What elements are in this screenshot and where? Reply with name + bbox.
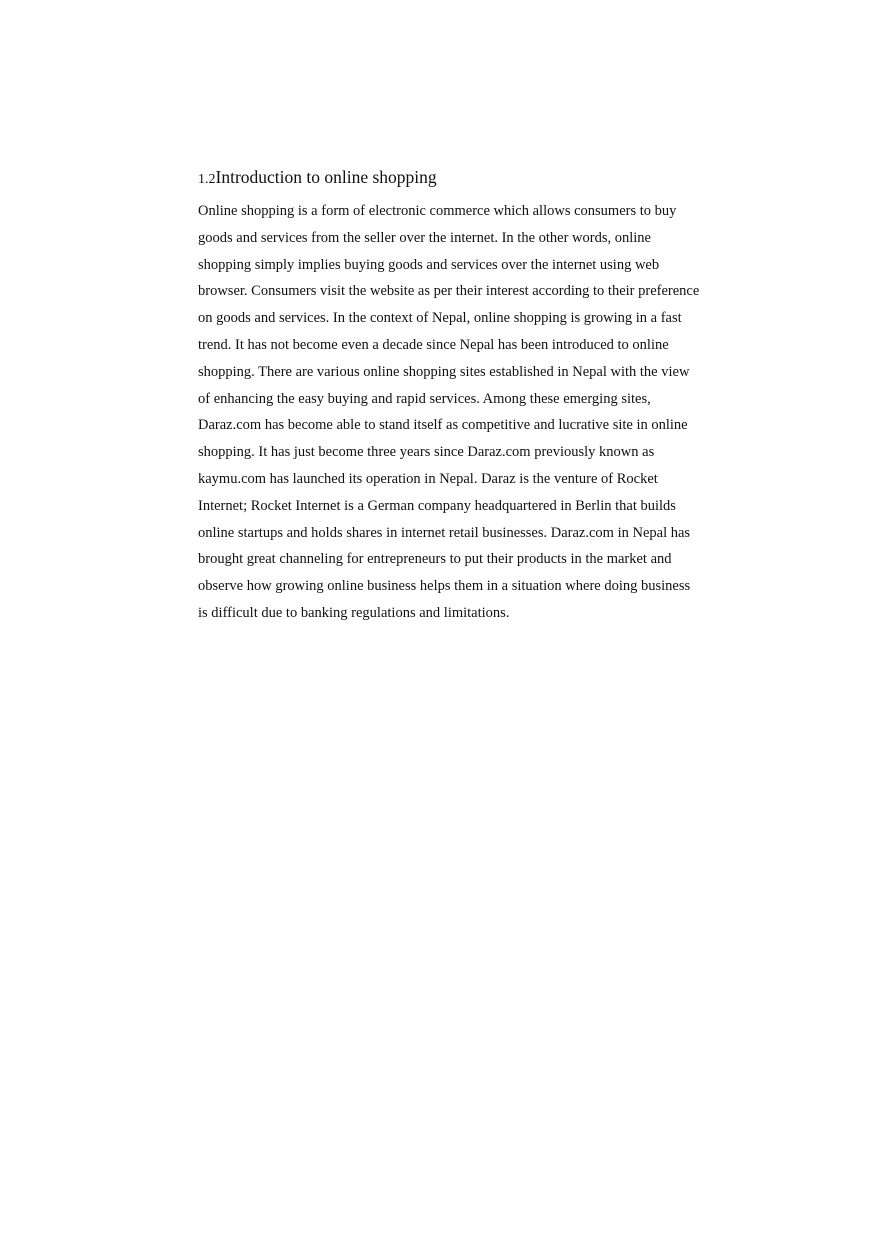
paragraph-line: browser. Consumers visit the website as per their interest according to their preference (198, 283, 700, 300)
section-introduction-to-online-shopping (198, 165, 743, 627)
paragraph-line: is difficult due to banking regulations and limitations. (198, 604, 510, 621)
paragraph-line: of enhancing the easy buying and rapid services. Among these emerging sites, (198, 390, 651, 407)
paragraph-line: trend. It has not become even a decade since Nepal has been introduced to online (198, 336, 669, 353)
paragraph-line: Daraz.com has become able to stand itself as competitive and lucrative site in online (198, 417, 688, 434)
section-number: 1.2 (198, 172, 216, 187)
paragraph-line: on goods and services. In the context of Nepal, online shopping is growing in a fast (198, 310, 682, 327)
body-paragraph (198, 198, 743, 627)
paragraph-line: shopping. There are various online shopping sites established in Nepal with the view (198, 363, 690, 380)
paragraph-line: Internet; Rocket Internet is a German company headquartered in Berlin that builds (198, 497, 676, 514)
paragraph-line: Online shopping is a form of electronic commerce which allows consumers to buy (198, 203, 677, 219)
paragraph-line: shopping. It has just become three years since Daraz.com previously known as (198, 444, 655, 461)
paragraph-line: kaymu.com has launched its operation in Nepal. Daraz is the venture of Rocket (198, 470, 658, 487)
section-title: Introduction to online shopping (215, 167, 437, 187)
section-heading (198, 165, 743, 192)
paragraph-line: brought great channeling for entrepreneurs to put their products in the market and (198, 551, 672, 568)
paragraph-line: observe how growing online business helps them in a situation where doing business (198, 578, 691, 595)
paragraph-line: online startups and holds shares in internet retail businesses. Daraz.com in Nepal has (198, 524, 691, 541)
paragraph-line: shopping simply implies buying goods and services over the internet using web (198, 256, 660, 273)
paragraph-line: goods and services from the seller over the internet. In the other words, online (198, 229, 651, 246)
